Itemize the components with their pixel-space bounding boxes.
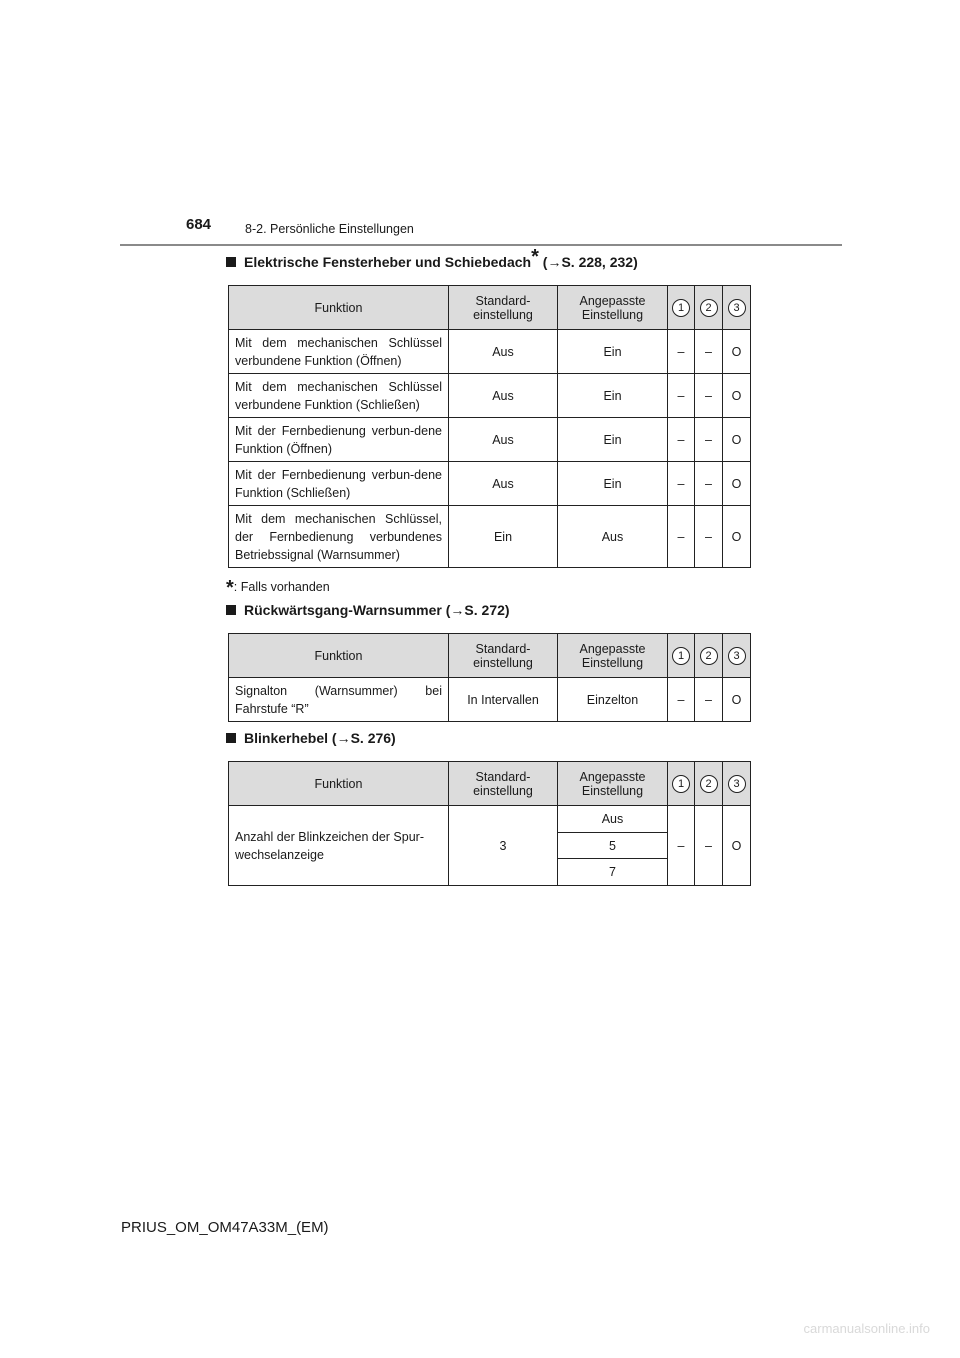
table-row <box>229 678 751 722</box>
footnote <box>226 574 330 597</box>
footnote-text: : Falls vorhanden <box>233 580 330 594</box>
cell-angepasst: Ein <box>558 418 668 462</box>
heading-blinkerhebel <box>226 730 396 746</box>
circled-number-2-icon: 2 <box>700 299 718 317</box>
table-header-row <box>229 634 751 678</box>
circled-number-3-icon: 3 <box>728 647 746 665</box>
cell-c2: – <box>695 678 723 722</box>
circled-number-2-icon: 2 <box>700 647 718 665</box>
column-header-standard: Standard-einstellung <box>449 286 558 330</box>
cell-c3: O <box>723 418 751 462</box>
heading-rueckwaertsgang <box>226 602 510 618</box>
cell-angepasst-option: 5 <box>558 833 668 859</box>
cell-c2: – <box>695 418 723 462</box>
cell-angepasst: Ein <box>558 374 668 418</box>
cell-funktion: Mit der Fernbedienung verbun-dene Funktion (Öffnen) <box>229 418 449 462</box>
column-header-funktion: Funktion <box>229 286 449 330</box>
cell-c2: – <box>695 462 723 506</box>
cell-c1: – <box>668 374 695 418</box>
column-header-standard: Standard-einstellung <box>449 634 558 678</box>
cell-angepasst-option: Aus <box>558 806 668 833</box>
cell-funktion: Signalton (Warnsummer) bei Fahrstufe “R” <box>229 678 449 722</box>
cell-c1: – <box>668 462 695 506</box>
circled-number-3-icon: 3 <box>728 299 746 317</box>
cell-angepasst-option: 7 <box>558 859 668 886</box>
cell-c1: – <box>668 506 695 568</box>
square-bullet-icon <box>226 605 236 615</box>
cell-standard: Aus <box>449 374 558 418</box>
watermark: carmanualsonline.info <box>803 1321 930 1336</box>
column-header-angepasst: Angepasste Einstellung <box>558 634 668 678</box>
square-bullet-icon <box>226 733 236 743</box>
cell-c1: – <box>668 678 695 722</box>
section-header: 8-2. Persönliche Einstellungen <box>245 222 414 236</box>
cell-standard: Aus <box>449 418 558 462</box>
page-reference: (→S. 276) <box>328 730 396 746</box>
cell-c3: O <box>723 330 751 374</box>
document-id: PRIUS_OM_OM47A33M_(EM) <box>121 1219 329 1236</box>
cell-funktion: Mit dem mechanischen Schlüssel verbundene Funktion (Öffnen) <box>229 330 449 374</box>
cell-standard: Ein <box>449 506 558 568</box>
cell-c2: – <box>695 374 723 418</box>
cell-angepasst: Einzelton <box>558 678 668 722</box>
cell-standard: In Intervallen <box>449 678 558 722</box>
cell-c1: – <box>668 418 695 462</box>
header-divider <box>120 244 842 246</box>
cell-c3: O <box>723 374 751 418</box>
cell-c3: O <box>723 806 751 886</box>
settings-table-rueckwaertsgang <box>228 633 751 722</box>
page-number: 684 <box>186 216 212 233</box>
cell-standard: 3 <box>449 806 558 886</box>
heading-text: Blinkerhebel <box>244 730 329 746</box>
cell-angepasst: Aus <box>558 506 668 568</box>
column-header-angepasst: Angepasste Einstellung <box>558 762 668 806</box>
cell-standard: Aus <box>449 330 558 374</box>
circled-number-1-icon: 1 <box>672 647 690 665</box>
square-bullet-icon <box>226 257 236 267</box>
table-row <box>229 374 751 418</box>
cell-c3: O <box>723 506 751 568</box>
circled-number-2-icon: 2 <box>700 775 718 793</box>
cell-c2: – <box>695 506 723 568</box>
circled-number-1-icon: 1 <box>672 775 690 793</box>
table-row <box>229 462 751 506</box>
cell-c1: – <box>668 330 695 374</box>
cell-funktion: Mit dem mechanischen Schlüssel verbundene Funktion (Schließen) <box>229 374 449 418</box>
cell-funktion: Anzahl der Blinkzeichen der Spur-wechselanzeige <box>229 806 449 886</box>
cell-c1: – <box>668 806 695 886</box>
settings-table-blinkerhebel <box>228 761 751 886</box>
cell-standard: Aus <box>449 462 558 506</box>
cell-funktion: Mit dem mechanischen Schlüssel, der Fernbedienung verbundenes Betriebssignal (Warnsummer) <box>229 506 449 568</box>
heading-text: Elektrische Fensterheber und Schiebedach <box>244 254 532 270</box>
table-row <box>229 506 751 568</box>
settings-table-fensterheber <box>228 285 751 568</box>
page-reference: (→S. 272) <box>441 602 510 618</box>
cell-c3: O <box>723 462 751 506</box>
table-header-row <box>229 286 751 330</box>
table-row <box>229 330 751 374</box>
table-header-row <box>229 762 751 806</box>
column-header-funktion: Funktion <box>229 634 449 678</box>
cell-c3: O <box>723 678 751 722</box>
footnote-asterisk: * <box>226 577 234 599</box>
column-header-funktion: Funktion <box>229 762 449 806</box>
heading-fensterheber <box>226 246 638 270</box>
cell-angepasst: Ein <box>558 330 668 374</box>
table-row <box>229 418 751 462</box>
cell-angepasst: Ein <box>558 462 668 506</box>
column-header-angepasst: Angepasste Einstellung <box>558 286 668 330</box>
heading-text: Rückwärtsgang-Warnsummer <box>244 602 442 618</box>
circled-number-3-icon: 3 <box>728 775 746 793</box>
page-reference: (→S. 228, 232) <box>538 254 638 270</box>
table-row <box>229 806 751 833</box>
asterisk-mark: * <box>531 246 539 269</box>
cell-c2: – <box>695 806 723 886</box>
circled-number-1-icon: 1 <box>672 299 690 317</box>
column-header-standard: Standard-einstellung <box>449 762 558 806</box>
cell-c2: – <box>695 330 723 374</box>
cell-funktion: Mit der Fernbedienung verbun-dene Funktion (Schließen) <box>229 462 449 506</box>
